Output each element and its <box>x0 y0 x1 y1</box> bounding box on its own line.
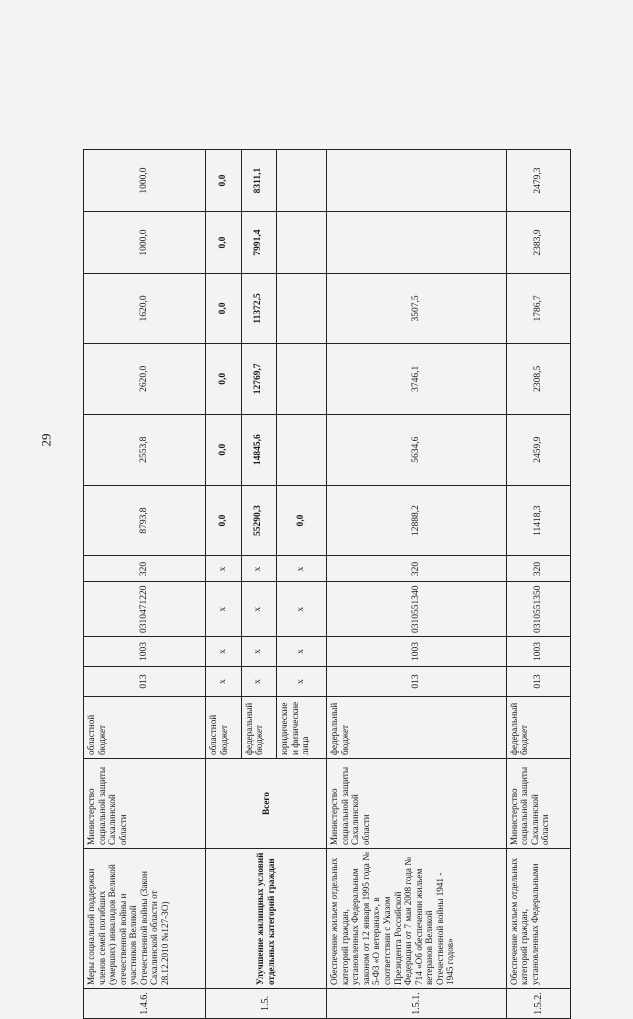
cell-value: 0,0 <box>277 485 327 556</box>
cell-value: 8793,8 <box>84 485 206 556</box>
cell-rzpr: х <box>205 637 241 667</box>
cell-vr: х <box>241 556 277 582</box>
cell-value <box>277 212 327 274</box>
cell-value <box>277 414 327 485</box>
cell-value <box>277 274 327 344</box>
cell-value: 0,0 <box>205 212 241 274</box>
cell-value: 11372,5 <box>241 274 277 344</box>
cell-value: 1000,0 <box>84 150 206 212</box>
cell-value <box>277 343 327 414</box>
row-source: федеральный бюджет <box>506 697 570 759</box>
cell-value: 2308,5 <box>506 343 570 414</box>
cell-vr: 320 <box>506 556 570 582</box>
cell-vr: 320 <box>84 556 206 582</box>
cell-csr: х <box>205 582 241 637</box>
cell-value: 2479,3 <box>506 150 570 212</box>
row-name: Обеспечение жильем отдельных категорий граждан, установленных Федеральным законом от 12 января 1995 года № 5-ФЗ «О ветеранах», в соответствии с Указом Президента Российской Федерации от 7 мая 2008 года № 714 «Об обеспечении жильем ветеранов Великой Отечественной войны 1941 - 1945 годов» <box>327 849 507 989</box>
cell-rzpr: 1003 <box>327 637 507 667</box>
cell-value: 2620,0 <box>84 343 206 414</box>
cell-csr: х <box>277 582 327 637</box>
cell-grbs: х <box>205 667 241 697</box>
row-index: 1.5.2. <box>506 989 570 1019</box>
cell-value: 0,0 <box>205 150 241 212</box>
cell-value: 3507,5 <box>327 274 507 344</box>
cell-value: 7991,4 <box>241 212 277 274</box>
cell-value: 2553,8 <box>84 414 206 485</box>
cell-rzpr: 1003 <box>506 637 570 667</box>
budget-table <box>83 149 571 1019</box>
row-source: федеральный бюджет <box>241 697 277 759</box>
cell-value: 1786,7 <box>506 274 570 344</box>
cell-vr: 320 <box>327 556 507 582</box>
cell-value: 1000,0 <box>84 212 206 274</box>
cell-csr: 0310471220 <box>84 582 206 637</box>
row-source: юридические и физические лица <box>277 697 327 759</box>
table-row <box>327 150 507 1019</box>
budget-table-container <box>83 149 571 1019</box>
cell-csr: 0310551340 <box>327 582 507 637</box>
cell-value: 55290,3 <box>241 485 277 556</box>
cell-grbs: х <box>277 667 327 697</box>
cell-value: 12769,7 <box>241 343 277 414</box>
cell-value: 5634,6 <box>327 414 507 485</box>
cell-value: 2459,9 <box>506 414 570 485</box>
row-index: 1.5.1. <box>327 989 507 1019</box>
cell-value: 12888,2 <box>327 485 507 556</box>
cell-rzpr: х <box>241 637 277 667</box>
cell-value <box>277 150 327 212</box>
cell-vr: х <box>277 556 327 582</box>
row-executor: Министерство социальной защиты Сахалинской области <box>84 759 206 849</box>
cell-grbs: х <box>241 667 277 697</box>
row-name: Меры социальной поддержки членов семей погибших (умерших) инвалидов Великой отечественной войны и участников Великой Отечественной войны (Закон Сахалинской области от 28.12.2010 №127-ЗО) <box>84 849 206 989</box>
cell-grbs: 013 <box>84 667 206 697</box>
cell-rzpr: 1003 <box>84 637 206 667</box>
table-row <box>205 150 241 1019</box>
table-row <box>84 150 206 1019</box>
cell-value: 0,0 <box>205 485 241 556</box>
cell-rzpr: х <box>277 637 327 667</box>
cell-value: 8311,1 <box>241 150 277 212</box>
cell-value: 2383,9 <box>506 212 570 274</box>
cell-csr: х <box>241 582 277 637</box>
cell-grbs: 013 <box>327 667 507 697</box>
row-source: областной бюджет <box>84 697 206 759</box>
cell-value: 11418,3 <box>506 485 570 556</box>
row-name: Обеспечение жильем отдельных категорий граждан, установленных Федеральными <box>506 849 570 989</box>
page-number: 29 <box>38 433 54 447</box>
cell-value: 0,0 <box>205 274 241 344</box>
cell-csr: 0310551350 <box>506 582 570 637</box>
cell-value: 0,0 <box>205 414 241 485</box>
row-index: 1.4.6. <box>84 989 206 1019</box>
row-executor: Всего <box>205 759 326 849</box>
cell-value: 0,0 <box>205 343 241 414</box>
cell-value <box>327 150 507 212</box>
row-index: 1.5. <box>205 989 326 1019</box>
row-source: федеральный бюджет <box>327 697 507 759</box>
cell-vr: х <box>205 556 241 582</box>
row-executor: Министерство социальной защиты Сахалинской области <box>327 759 507 849</box>
row-name: Улучшение жилищных условий отдельных категорий граждан <box>205 849 326 989</box>
cell-value: 1620,0 <box>84 274 206 344</box>
cell-value: 3746,1 <box>327 343 507 414</box>
cell-grbs: 013 <box>506 667 570 697</box>
table-row <box>506 150 570 1019</box>
cell-value <box>327 212 507 274</box>
row-executor: Министерство социальной защиты Сахалинской области <box>506 759 570 849</box>
row-source: областной бюджет <box>205 697 241 759</box>
cell-value: 14845,6 <box>241 414 277 485</box>
